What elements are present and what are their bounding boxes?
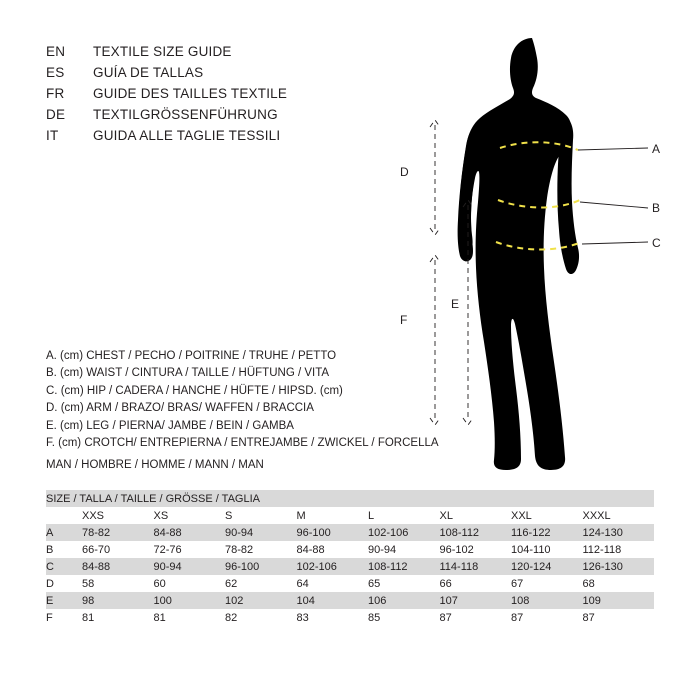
cell: 96-100 [297, 524, 369, 541]
table-title: SIZE / TALLA / TAILLE / GRÖSSE / TAGLIA [46, 490, 654, 507]
row-label: E [46, 592, 82, 609]
language-title: TEXTILE SIZE GUIDE [93, 44, 232, 59]
legend-line: F. (cm) CROTCH/ ENTREPIERNA / ENTREJAMBE / ZWICKEL / FORCELLA [46, 437, 439, 450]
cell: 66 [440, 575, 512, 592]
language-row [46, 44, 376, 65]
table-row [46, 592, 654, 609]
column-header: S [225, 507, 297, 524]
cell: 65 [368, 575, 440, 592]
cell: 109 [583, 592, 655, 609]
column-header: M [297, 507, 369, 524]
measurement-legend [46, 348, 466, 452]
column-header: XXXL [583, 507, 655, 524]
column-header: XS [154, 507, 226, 524]
legend-line: A. (cm) CHEST / PECHO / POITRINE / TRUHE / PETTO [46, 350, 337, 362]
legend-line: C. (cm) HIP / CADERA / HANCHE / HÜFTE / HIPSD. (cm) [46, 384, 343, 397]
language-title: GUÍA DE TALLAS [93, 65, 204, 80]
cell: 106 [368, 592, 440, 609]
cell: 90-94 [225, 524, 297, 541]
cell: 124-130 [583, 524, 655, 541]
table-header-row [46, 507, 654, 524]
cell: 116-122 [511, 524, 583, 541]
cell: 60 [154, 575, 226, 592]
cell: 108-112 [440, 524, 512, 541]
language-code: FR [46, 86, 65, 101]
language-code: IT [46, 128, 59, 143]
language-code: DE [46, 107, 66, 122]
cell: 120-124 [511, 558, 583, 575]
cell: 90-94 [154, 558, 226, 575]
cell: 81 [154, 609, 226, 626]
language-row [46, 86, 376, 107]
language-row [46, 128, 376, 149]
table-row [46, 575, 654, 592]
cell: 82 [225, 609, 297, 626]
marker-F: F [400, 313, 408, 327]
cell: 98 [82, 592, 154, 609]
legend-line: D. (cm) ARM / BRAZO/ BRAS/ WAFFEN / BRACCIA [46, 402, 314, 415]
cell: 102 [225, 592, 297, 609]
row-label: A [46, 524, 82, 541]
cell: 84-88 [297, 541, 369, 558]
cell: 108-112 [368, 558, 440, 575]
male-silhouette-icon [458, 38, 579, 470]
size-table [46, 490, 654, 626]
cell: 83 [297, 609, 369, 626]
column-header: XXL [511, 507, 583, 524]
language-row [46, 65, 376, 86]
measurement-leader-lines [578, 148, 648, 244]
cell: 114-118 [440, 558, 512, 575]
cell: 78-82 [82, 524, 154, 541]
legend-line: E. (cm) LEG / PIERNA/ JAMBE / BEIN / GAMBA [46, 419, 294, 432]
cell: 78-82 [225, 541, 297, 558]
cell: 84-88 [82, 558, 154, 575]
table-row [46, 541, 654, 558]
cell: 67 [511, 575, 583, 592]
cell: 87 [583, 609, 655, 626]
row-label: B [46, 541, 82, 558]
column-header: XL [440, 507, 512, 524]
cell: 126-130 [583, 558, 655, 575]
cell: 66-70 [82, 541, 154, 558]
marker-A: A [652, 142, 661, 156]
language-header-list [46, 44, 376, 149]
marker-D: D [400, 165, 409, 179]
cell: 96-102 [440, 541, 512, 558]
legend-line: B. (cm) WAIST / CINTURA / TAILLE / HÜFTUNG / VITA [46, 367, 330, 380]
cell: 102-106 [368, 524, 440, 541]
cell: 90-94 [368, 541, 440, 558]
row-label: C [46, 558, 82, 575]
language-row [46, 107, 376, 128]
column-header: XXS [82, 507, 154, 524]
row-label: F [46, 609, 82, 626]
cell: 72-76 [154, 541, 226, 558]
cell: 96-100 [225, 558, 297, 575]
cell: 102-106 [297, 558, 369, 575]
corner-cell [46, 507, 82, 524]
cell: 85 [368, 609, 440, 626]
language-title: TEXTILGRÖSSENFÜHRUNG [93, 107, 278, 122]
marker-E: E [451, 297, 460, 311]
column-header: L [368, 507, 440, 524]
cell: 84-88 [154, 524, 226, 541]
language-code: EN [46, 44, 66, 59]
cell: 87 [511, 609, 583, 626]
table-title-row [46, 490, 654, 507]
cell: 68 [583, 575, 655, 592]
cell: 58 [82, 575, 154, 592]
size-table-wrapper [46, 490, 654, 626]
marker-C: C [652, 236, 661, 250]
table-row [46, 524, 654, 541]
table-row [46, 609, 654, 626]
cell: 81 [82, 609, 154, 626]
language-title: GUIDE DES TAILLES TEXTILE [93, 86, 288, 101]
row-label: D [46, 575, 82, 592]
cell: 107 [440, 592, 512, 609]
cell: 112-118 [583, 541, 655, 558]
cell: 104-110 [511, 541, 583, 558]
table-row [46, 558, 654, 575]
cell: 100 [154, 592, 226, 609]
cell: 108 [511, 592, 583, 609]
cell: 87 [440, 609, 512, 626]
marker-B: B [652, 201, 661, 215]
language-code: ES [46, 65, 65, 80]
cell: 62 [225, 575, 297, 592]
gender-label: MAN / HOMBRE / HOMME / MANN / MAN [46, 459, 264, 471]
language-title: GUIDA ALLE TAGLIE TESSILI [93, 128, 281, 143]
cell: 64 [297, 575, 369, 592]
cell: 104 [297, 592, 369, 609]
